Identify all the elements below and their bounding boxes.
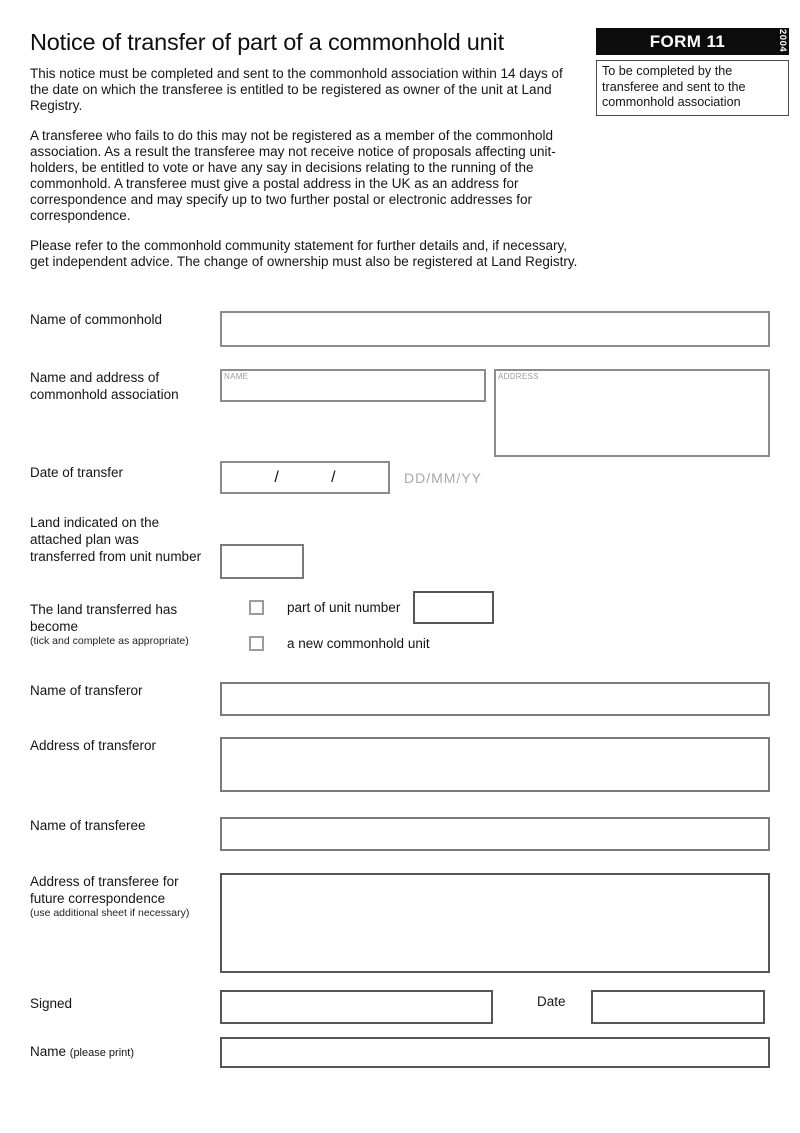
form-body xyxy=(0,311,800,1068)
correspondence-address-label: Address of transferee for future correspondence (use additional sheet if necessary) xyxy=(30,873,220,920)
header-badge-column xyxy=(596,28,789,284)
land-from-unit-label: Land indicated on the attached plan was transferred from unit number xyxy=(30,515,202,564)
date-of-transfer-label: Date of transfer xyxy=(30,465,124,480)
unit-number-input[interactable] xyxy=(220,544,304,579)
address-of-transferor-label: Address of transferor xyxy=(30,738,157,753)
option-part-of-unit-label: part of unit number xyxy=(287,600,401,615)
intro-paragraph-2: A transferee who fails to do this may not be registered as a member of the commonhold association. As a result the transferee may not receive notice of proposals affecting unit-holders, be entitled to vote or have any say in decisions relating to the running of the commonhold. A transferee must give a postal address in the UK as an address for correspondence and may specify up to two further postal or electronic addresses for correspondence. xyxy=(30,128,556,223)
land-become-note: (tick and complete as appropriate) xyxy=(30,635,189,647)
intro-paragraph-1: This notice must be completed and sent to the commonhold association within 14 days of the date on which the transferee is entitled to be registered as owner of the unit at Land Registry. xyxy=(30,66,563,113)
address-of-transferor-input[interactable] xyxy=(220,737,770,792)
date-format-hint: DD/MM/YY xyxy=(404,469,482,486)
intro-paragraphs xyxy=(30,66,578,270)
field-row-name-print xyxy=(30,1037,770,1068)
field-row-association xyxy=(30,369,770,457)
field-row-land-from-unit xyxy=(30,514,770,579)
header xyxy=(0,0,800,284)
correspondence-address-input[interactable] xyxy=(220,873,770,973)
name-of-transferee-input[interactable] xyxy=(220,817,770,851)
association-name-input[interactable] xyxy=(220,369,486,402)
form-number-label: FORM 11 xyxy=(649,31,726,51)
field-row-name-of-transferor xyxy=(30,682,770,716)
name-of-transferor-label: Name of transferor xyxy=(30,683,143,698)
name-of-commonhold-label: Name of commonhold xyxy=(30,312,163,327)
form-year-label: 2004 xyxy=(777,29,788,53)
date-slash: / xyxy=(331,468,336,486)
field-row-name-of-commonhold xyxy=(30,311,770,347)
name-of-transferor-input[interactable] xyxy=(220,682,770,716)
form-number-banner xyxy=(596,28,789,55)
signature-date-input[interactable] xyxy=(591,990,765,1024)
header-text-column xyxy=(30,28,578,284)
page-title: Notice of transfer of part of a commonhold unit xyxy=(30,29,504,55)
signature-date-label: Date xyxy=(537,994,566,1009)
date-of-transfer-input[interactable] xyxy=(220,461,390,494)
option-part-of-unit xyxy=(220,591,770,624)
field-row-address-of-transferor xyxy=(30,737,770,792)
part-of-unit-number-input[interactable] xyxy=(413,591,494,624)
association-address-input[interactable] xyxy=(494,369,770,457)
association-label: Name and address of commonhold association xyxy=(30,370,179,402)
name-print-label: Name (please print) xyxy=(30,1044,134,1059)
field-row-land-become xyxy=(30,591,770,651)
land-become-label: The land transferred has become (tick and complete as appropriate) xyxy=(30,591,220,648)
checkbox-new-commonhold-unit[interactable] xyxy=(249,636,264,651)
correspondence-address-note: (use additional sheet if necessary) xyxy=(30,907,190,919)
checkbox-part-of-unit[interactable] xyxy=(249,600,264,615)
signed-input[interactable] xyxy=(220,990,493,1024)
field-row-signed xyxy=(30,990,770,1024)
option-new-commonhold-unit-label: a new commonhold unit xyxy=(287,636,430,651)
association-address-tag: ADDRESS xyxy=(498,372,539,381)
name-of-transferee-label: Name of transferee xyxy=(30,818,146,833)
completion-instruction-box: To be completed by the transferee and sent to the commonhold association xyxy=(596,60,789,116)
intro-paragraph-3: Please refer to the commonhold community statement for further details and, if necessary, get independent advice. The change of ownership must also be registered at Land Registry. xyxy=(30,238,578,269)
name-print-note: (please print) xyxy=(69,1047,134,1059)
field-row-name-of-transferee xyxy=(30,817,770,851)
date-slash: / xyxy=(274,468,279,486)
signed-label: Signed xyxy=(30,996,73,1011)
field-row-correspondence-address xyxy=(30,873,770,973)
name-of-commonhold-input[interactable] xyxy=(220,311,770,347)
field-row-date-of-transfer xyxy=(30,461,770,494)
name-print-input[interactable] xyxy=(220,1037,770,1068)
association-name-tag: NAME xyxy=(224,372,249,381)
option-new-commonhold-unit xyxy=(220,636,770,651)
